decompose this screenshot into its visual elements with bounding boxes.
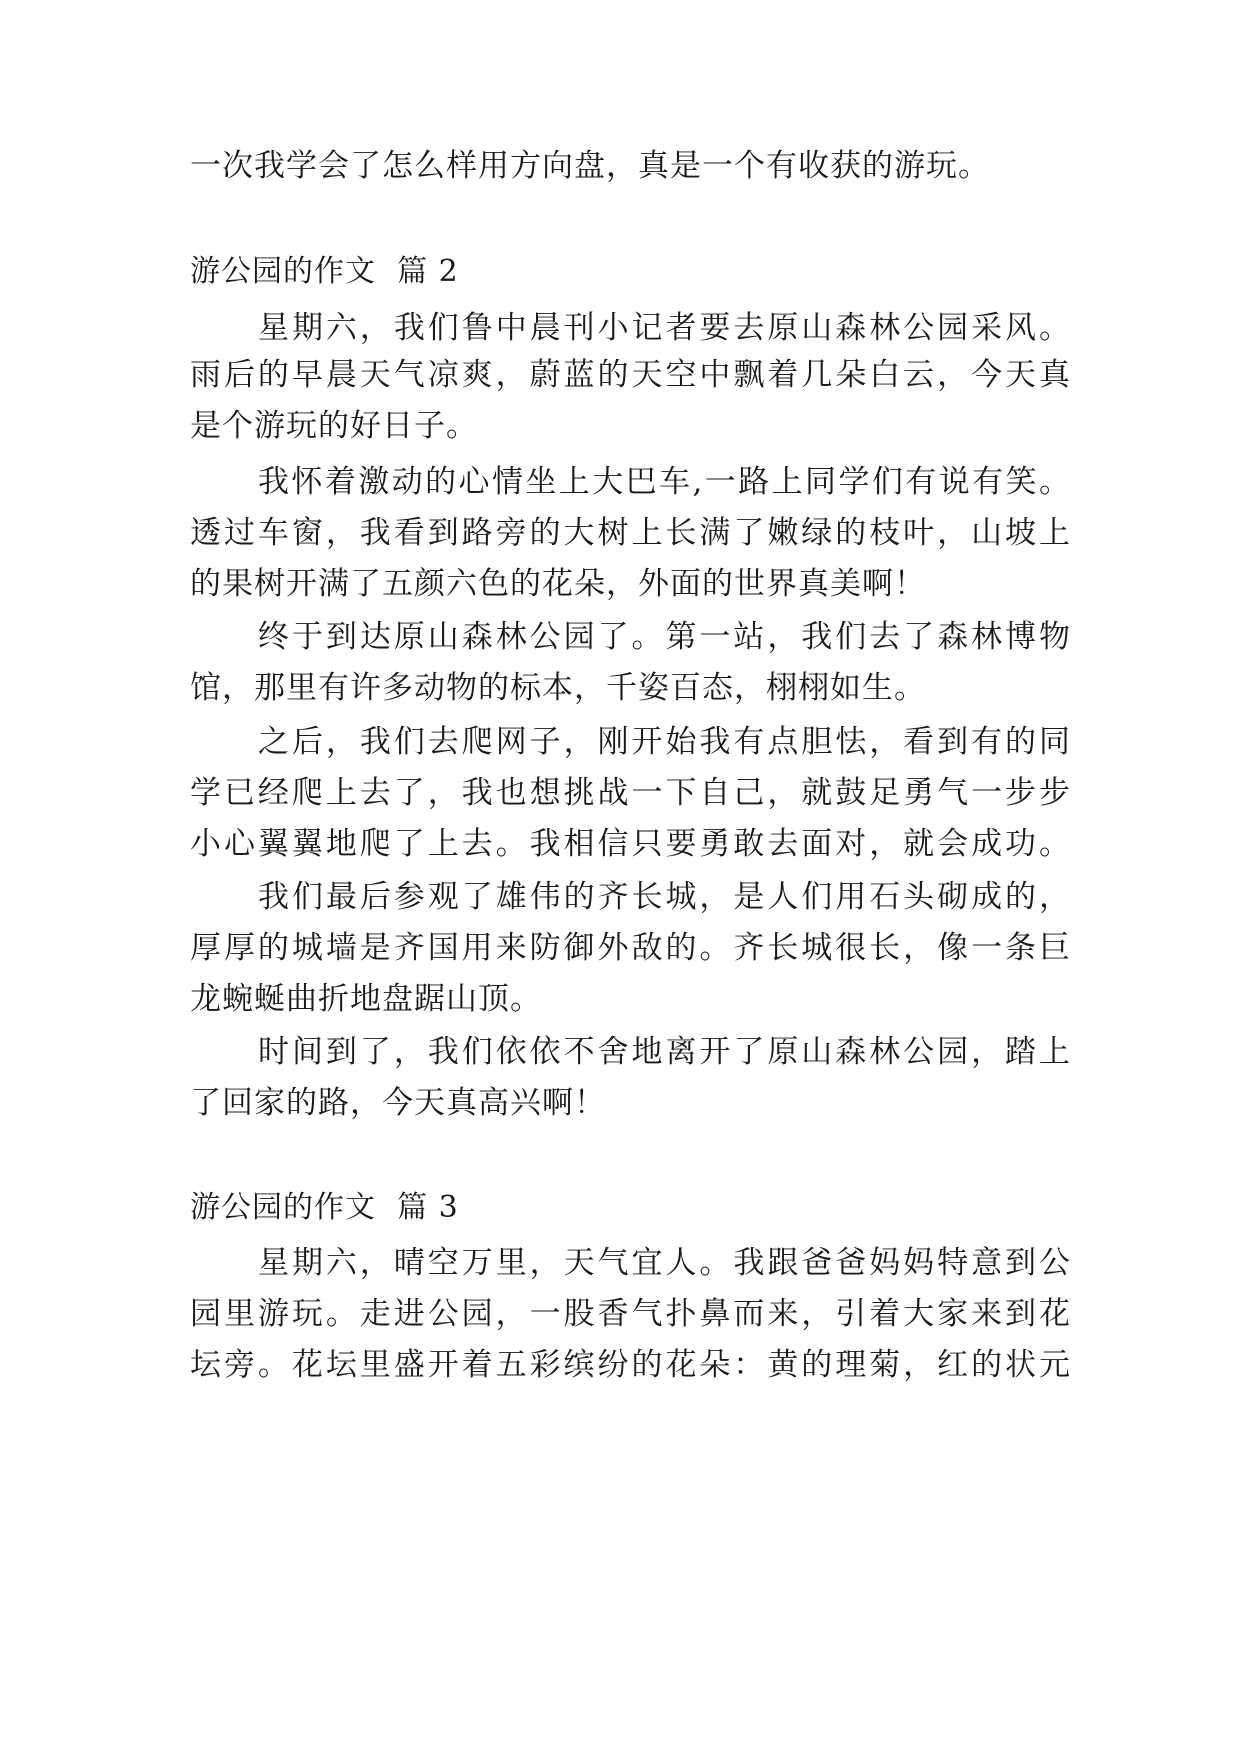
paragraph-line: 园里游玩。走进公园，一股香气扑鼻而来，引着大家来到花 [190,1296,1070,1332]
section-heading: 游公园的作文 篇 3 [190,1190,459,1225]
paragraph-line: 厚厚的城墙是齐国用来防御外敌的。齐长城很长，像一条巨 [190,930,1070,966]
paragraph-line: 了回家的路，今天真高兴啊！ [190,1085,606,1121]
paragraph-line: 馆，那里有许多动物的标本，千姿百态，栩栩如生。 [190,670,926,706]
paragraph-line: 终于到达原山森林公园了。第一站，我们去了森林博物 [258,619,1070,655]
section-heading: 游公园的作文 篇 2 [190,254,459,289]
paragraph-line: 透过车窗，我看到路旁的大树上长满了嫩绿的枝叶，山坡上 [190,515,1070,551]
paragraph-line: 我们最后参观了雄伟的齐长城，是人们用石头砌成的， [258,879,1070,915]
paragraph-line: 坛旁。花坛里盛开着五彩缤纷的花朵：黄的理菊，红的状元 [190,1347,1070,1383]
paragraph-line: 雨后的早晨天气凉爽，蔚蓝的天空中飘着几朵白云，今天真 [190,357,1070,393]
paragraph-line: 是个游玩的好日子。 [190,408,478,444]
paragraph-line: 我怀着激动的心情坐上大巴车,一路上同学们有说有笑。 [258,464,1070,500]
paragraph-line: 学已经爬上去了，我也想挑战一下自己，就鼓足勇气一步步 [190,775,1070,811]
paragraph-line: 一次我学会了怎么样用方向盘，真是一个有收获的游玩。 [190,148,990,184]
paragraph-line: 小心翼翼地爬了上去。我相信只要勇敢去面对，就会成功。 [190,826,1070,862]
paragraph-line: 星期六，我们鲁中晨刊小记者要去原山森林公园采风。 [258,310,1070,346]
paragraph-line: 龙蜿蜒曲折地盘踞山顶。 [190,981,542,1017]
paragraph-line: 之后，我们去爬网子，刚开始我有点胆怯，看到有的同 [258,724,1070,760]
paragraph-line: 时间到了，我们依依不舍地离开了原山森林公园，踏上 [258,1034,1070,1070]
paragraph-line: 星期六，晴空万里，天气宜人。我跟爸爸妈妈特意到公 [258,1245,1070,1281]
paragraph-line: 的果树开满了五颜六色的花朵，外面的世界真美啊！ [190,566,926,602]
